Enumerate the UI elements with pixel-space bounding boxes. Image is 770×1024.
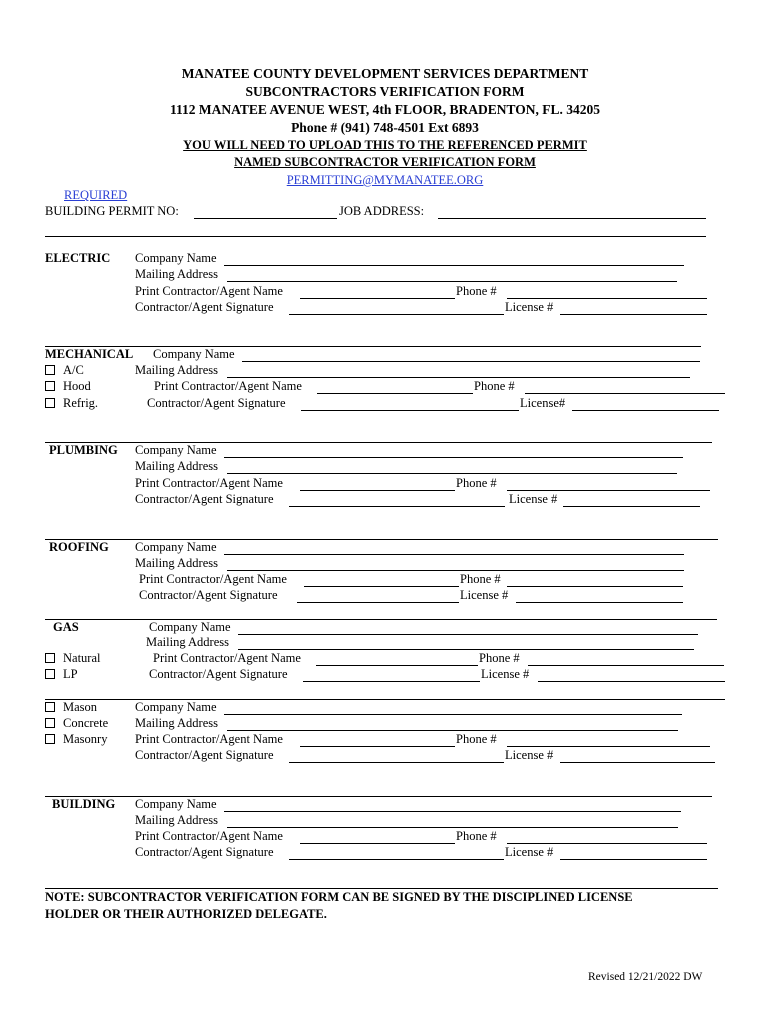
gas-print-field[interactable]	[316, 665, 478, 666]
phone-label: Phone #	[456, 476, 497, 490]
checkbox-square[interactable]	[45, 702, 55, 712]
electric-print-field[interactable]	[300, 298, 455, 299]
print-name-label: Print Contractor/Agent Name	[154, 379, 302, 393]
plumbing-phone-field[interactable]	[507, 490, 710, 491]
divider	[45, 346, 701, 347]
section-gas: GAS	[53, 620, 79, 634]
company-name-label: Company Name	[135, 443, 217, 457]
phone-label: Phone #	[474, 379, 515, 393]
section-building: BUILDING	[52, 797, 116, 811]
job-address-label: JOB ADDRESS:	[339, 204, 425, 218]
checkbox-ac-label: A/C	[63, 363, 84, 377]
building-mailing-field[interactable]	[227, 827, 678, 828]
plumbing-company-field[interactable]	[224, 457, 683, 458]
masonry-license-field[interactable]	[560, 762, 715, 763]
print-name-label: Print Contractor/Agent Name	[135, 284, 283, 298]
company-name-label: Company Name	[135, 797, 217, 811]
electric-company-field[interactable]	[224, 265, 684, 266]
email-link[interactable]: PERMITTING@MYMANATEE.ORG	[286, 173, 484, 187]
upload-instruction-2: NAMED SUBCONTRACTOR VERIFICATION FORM	[234, 155, 536, 169]
electric-mailing-field[interactable]	[227, 281, 677, 282]
print-name-label: Print Contractor/Agent Name	[139, 572, 287, 586]
phone-label: Phone #	[456, 284, 497, 298]
masonry-company-field[interactable]	[224, 714, 682, 715]
checkbox-hood[interactable]	[45, 379, 91, 394]
section-roofing: ROOFING	[49, 540, 109, 554]
checkbox-square[interactable]	[45, 398, 55, 408]
mechanical-license-field[interactable]	[572, 410, 719, 411]
signature-label: Contractor/Agent Signature	[147, 396, 286, 410]
checkbox-square[interactable]	[45, 734, 55, 744]
electric-signature-field[interactable]	[289, 314, 504, 315]
company-name-label: Company Name	[149, 620, 231, 634]
checkbox-concrete-label: Concrete	[63, 716, 109, 730]
roofing-license-field[interactable]	[516, 602, 683, 603]
masonry-signature-field[interactable]	[289, 762, 504, 763]
checkbox-masonry-label: Masonry	[63, 732, 108, 746]
phone-label: Phone #	[460, 572, 501, 586]
revision-date: Revised 12/21/2022 DW	[588, 971, 703, 983]
plumbing-mailing-field[interactable]	[227, 473, 677, 474]
company-name-label: Company Name	[135, 540, 217, 554]
required-label: REQUIRED	[64, 188, 128, 202]
signature-label: Contractor/Agent Signature	[135, 748, 274, 762]
mechanical-signature-field[interactable]	[301, 410, 519, 411]
checkbox-square[interactable]	[45, 653, 55, 663]
electric-phone-field[interactable]	[507, 298, 707, 299]
signature-label: Contractor/Agent Signature	[139, 588, 278, 602]
checkbox-concrete[interactable]	[45, 716, 108, 731]
license-label: License #	[481, 667, 530, 681]
mailing-address-label: Mailing Address	[135, 813, 218, 827]
print-name-label: Print Contractor/Agent Name	[153, 651, 301, 665]
note-line-2: HOLDER OR THEIR AUTHORIZED DELEGATE.	[45, 907, 327, 921]
building-print-field[interactable]	[300, 843, 455, 844]
checkbox-mason-label: Mason	[63, 700, 98, 714]
checkbox-refrig-label: Refrig.	[63, 396, 99, 410]
phone-label: Phone #	[479, 651, 520, 665]
checkbox-square[interactable]	[45, 365, 55, 375]
checkbox-square[interactable]	[45, 669, 55, 679]
mailing-address-label: Mailing Address	[135, 459, 218, 473]
department-address: 1112 MANATEE AVENUE WEST, 4th FLOOR, BRADENTON, FL. 34205	[169, 102, 601, 117]
checkbox-masonry[interactable]	[45, 732, 107, 747]
company-name-label: Company Name	[153, 347, 235, 361]
building-phone-field[interactable]	[507, 843, 707, 844]
job-address-field[interactable]	[438, 218, 706, 219]
plumbing-signature-field[interactable]	[289, 506, 505, 507]
plumbing-license-field[interactable]	[563, 506, 700, 507]
print-name-label: Print Contractor/Agent Name	[135, 732, 283, 746]
note-line-1: NOTE: SUBCONTRACTOR VERIFICATION FORM CAN BE SIGNED BY THE DISCIPLINED LICENSE	[45, 890, 633, 904]
department-phone: Phone # (941) 748-4501 Ext 6893	[291, 120, 479, 135]
checkbox-ac[interactable]	[45, 363, 84, 378]
mailing-address-label: Mailing Address	[135, 267, 218, 281]
checkbox-mason[interactable]	[45, 700, 97, 715]
mechanical-company-field[interactable]	[242, 361, 700, 362]
building-license-field[interactable]	[560, 859, 707, 860]
print-name-label: Print Contractor/Agent Name	[135, 829, 283, 843]
form-title: SUBCONTRACTORS VERIFICATION FORM	[245, 84, 525, 99]
checkbox-natural[interactable]	[45, 651, 100, 666]
checkbox-square[interactable]	[45, 381, 55, 391]
gas-signature-field[interactable]	[303, 681, 480, 682]
checkbox-refrig[interactable]	[45, 396, 98, 411]
phone-label: Phone #	[456, 732, 497, 746]
gas-company-field[interactable]	[238, 634, 698, 635]
license-label: License #	[505, 845, 554, 859]
license-label: License #	[505, 300, 554, 314]
license-label: License #	[505, 748, 554, 762]
license-label: License#	[520, 396, 566, 410]
roofing-mailing-field[interactable]	[227, 570, 684, 571]
roofing-print-field[interactable]	[304, 586, 459, 587]
section-electric: ELECTRIC	[45, 251, 111, 265]
mailing-address-label: Mailing Address	[135, 363, 218, 377]
gas-mailing-field[interactable]	[238, 649, 694, 650]
gas-phone-field[interactable]	[528, 665, 724, 666]
mailing-address-label: Mailing Address	[135, 556, 218, 570]
checkbox-lp-label: LP	[63, 667, 78, 681]
signature-label: Contractor/Agent Signature	[135, 492, 274, 506]
checkbox-natural-label: Natural	[63, 651, 101, 665]
section-plumbing: PLUMBING	[49, 443, 118, 457]
department-title: MANATEE COUNTY DEVELOPMENT SERVICES DEPARTMENT	[181, 66, 589, 81]
company-name-label: Company Name	[135, 251, 217, 265]
checkbox-lp[interactable]	[45, 667, 78, 682]
masonry-phone-field[interactable]	[507, 746, 710, 747]
signature-label: Contractor/Agent Signature	[135, 300, 274, 314]
license-label: License #	[460, 588, 509, 602]
mechanical-phone-field[interactable]	[525, 393, 725, 394]
signature-label: Contractor/Agent Signature	[149, 667, 288, 681]
mailing-address-label: Mailing Address	[135, 716, 218, 730]
masonry-print-field[interactable]	[300, 746, 455, 747]
upload-instruction: YOU WILL NEED TO UPLOAD THIS TO THE REFERENCED PERMIT	[183, 138, 587, 152]
mailing-address-label: Mailing Address	[146, 635, 229, 649]
building-signature-field[interactable]	[289, 859, 504, 860]
company-name-label: Company Name	[135, 700, 217, 714]
phone-label: Phone #	[456, 829, 497, 843]
roofing-signature-field[interactable]	[297, 602, 459, 603]
checkbox-hood-label: Hood	[63, 379, 91, 393]
masonry-mailing-field[interactable]	[227, 730, 678, 731]
license-label: License #	[509, 492, 558, 506]
roofing-company-field[interactable]	[224, 554, 684, 555]
print-name-label: Print Contractor/Agent Name	[135, 476, 283, 490]
mechanical-print-field[interactable]	[317, 393, 473, 394]
gas-license-field[interactable]	[538, 681, 725, 682]
divider	[45, 619, 717, 620]
signature-label: Contractor/Agent Signature	[135, 845, 274, 859]
plumbing-print-field[interactable]	[300, 490, 455, 491]
section-mechanical: MECHANICAL	[45, 347, 134, 361]
electric-license-field[interactable]	[560, 314, 707, 315]
building-permit-label: BUILDING PERMIT NO:	[45, 204, 179, 218]
divider	[45, 888, 718, 889]
checkbox-square[interactable]	[45, 718, 55, 728]
building-company-field[interactable]	[224, 811, 681, 812]
building-permit-field[interactable]	[194, 218, 337, 219]
roofing-phone-field[interactable]	[507, 586, 683, 587]
divider	[45, 236, 706, 237]
mechanical-mailing-field[interactable]	[227, 377, 690, 378]
